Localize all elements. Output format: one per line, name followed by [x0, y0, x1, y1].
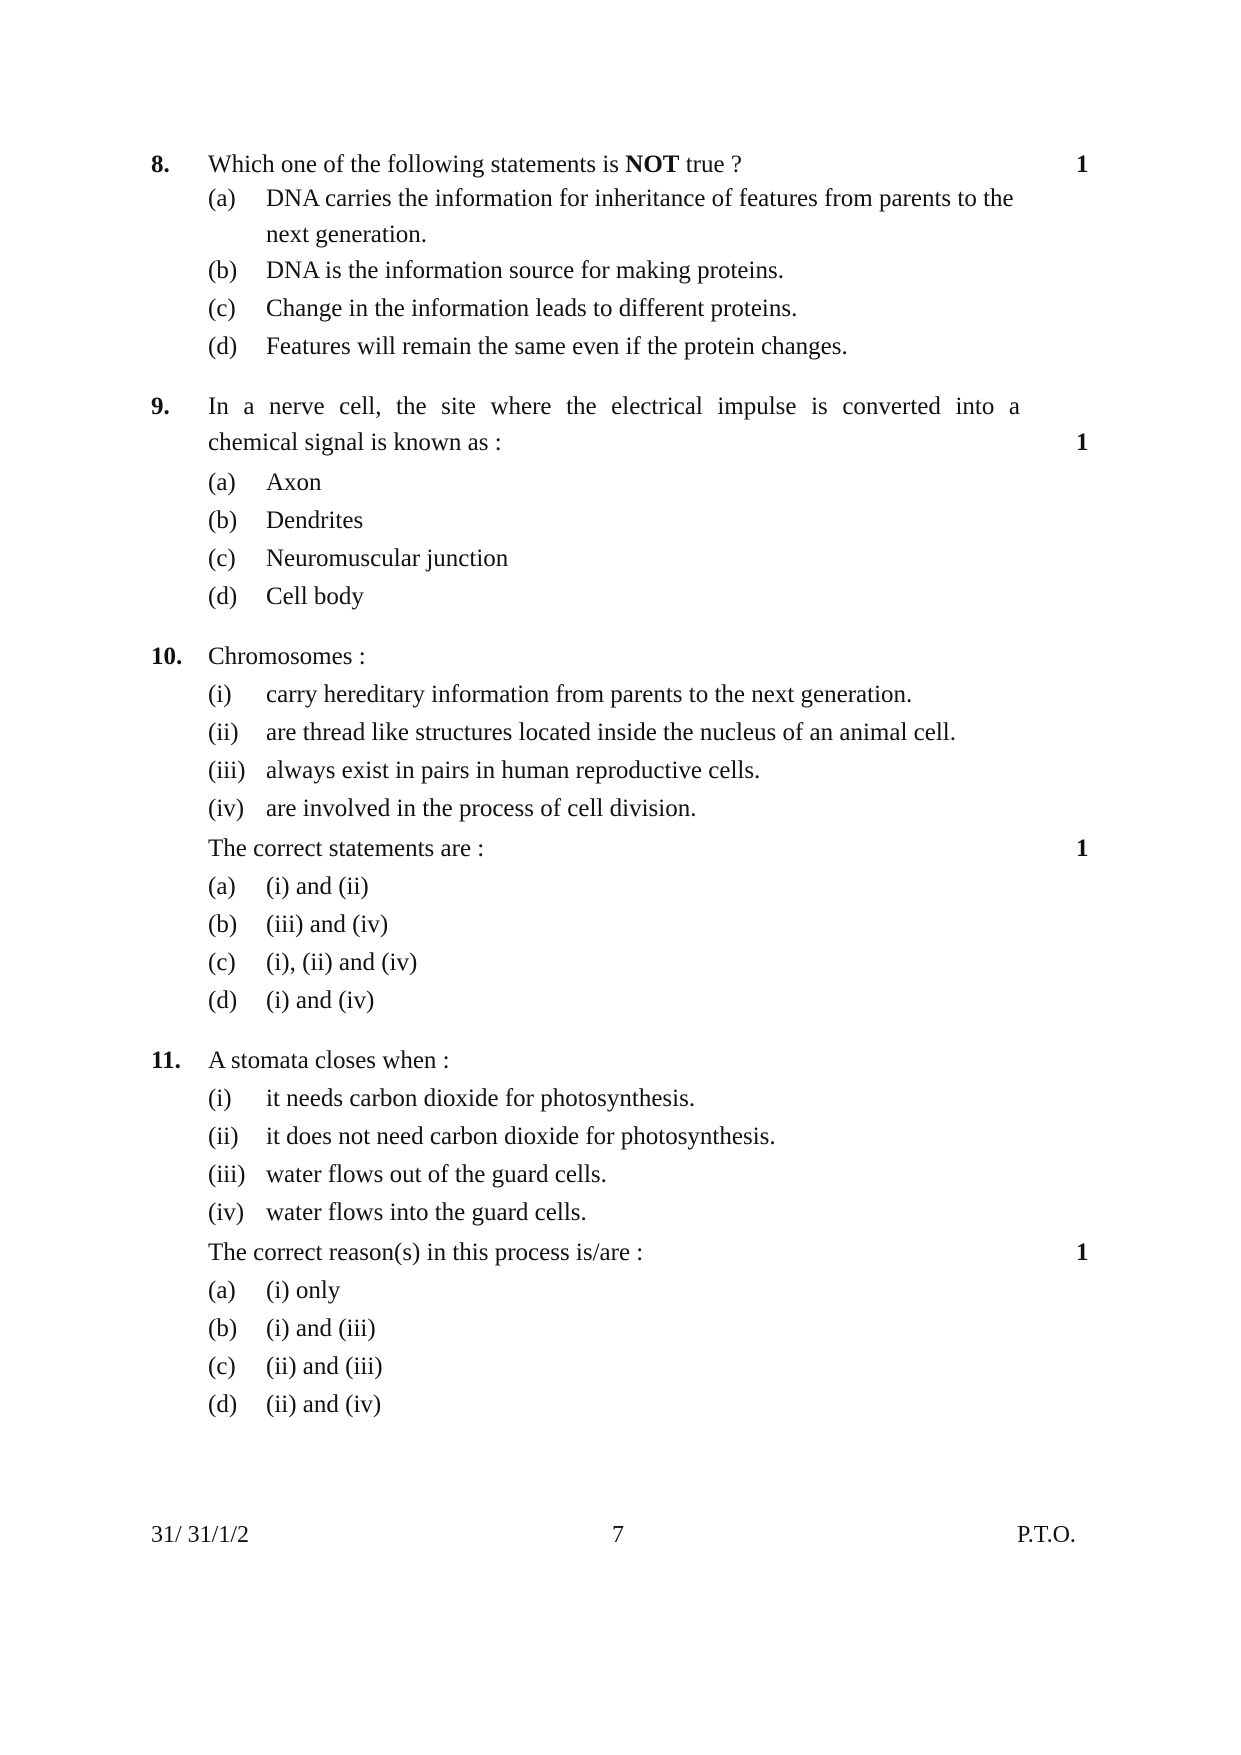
option-text: DNA is the information source for making proteins.	[266, 257, 784, 284]
statement-label: (ii)	[208, 1123, 239, 1150]
statement-text: water flows into the guard cells.	[266, 1199, 587, 1226]
option-label: (b)	[208, 1315, 238, 1342]
question-prompt: The correct reason(s) in this process is/are :	[208, 1239, 644, 1266]
statement-label: (i)	[208, 1085, 232, 1112]
question-stem-line-1: In a nerve cell, the site where the electrical impulse is converted into a	[208, 393, 1020, 420]
option-text: (i) and (iv)	[266, 987, 375, 1014]
option-text: DNA carries the information for inheritance of features from parents to the next generation.	[266, 185, 1014, 248]
option-label: (d)	[208, 583, 238, 610]
statement-label: (iii)	[208, 1161, 246, 1188]
option-label: (b)	[208, 257, 238, 284]
option-label: (c)	[208, 295, 236, 322]
option-text: Neuromuscular junction	[266, 545, 509, 572]
statement-text: always exist in pairs in human reproductive cells.	[266, 757, 761, 784]
statement-text: are involved in the process of cell division.	[266, 795, 697, 822]
option-text: (iii) and (iv)	[266, 911, 389, 938]
option-text: (i) only	[266, 1277, 341, 1304]
statement-label: (i)	[208, 681, 232, 708]
statement-text: are thread like structures located inside the nucleus of an animal cell.	[266, 719, 957, 746]
paper-code: 31/ 31/1/2	[151, 1522, 250, 1548]
question-mark: 1	[1076, 151, 1089, 178]
option-text: Axon	[266, 469, 322, 496]
question-mark: 1	[1076, 835, 1089, 862]
question-number: 11.	[151, 1047, 181, 1074]
statement-text: water flows out of the guard cells.	[266, 1161, 607, 1188]
option-text: (i) and (ii)	[266, 873, 369, 900]
question-stem-line-2: chemical signal is known as :	[208, 429, 502, 456]
question-mark: 1	[1076, 429, 1089, 456]
statement-label: (iv)	[208, 795, 245, 822]
option-label: (a)	[208, 469, 236, 496]
option-text: (ii) and (iv)	[266, 1391, 382, 1418]
option-text: Cell body	[266, 583, 364, 610]
question-number: 9.	[151, 393, 170, 420]
option-label: (b)	[208, 911, 238, 938]
question-number: 8.	[151, 151, 170, 178]
question-stem: A stomata closes when :	[208, 1047, 450, 1074]
statement-label: (ii)	[208, 719, 239, 746]
statement-text: carry hereditary information from parents to the next generation.	[266, 681, 913, 708]
option-text: Features will remain the same even if the protein changes.	[266, 333, 848, 360]
option-label: (c)	[208, 1353, 236, 1380]
question-stem: Chromosomes :	[208, 643, 366, 670]
question-stem: Which one of the following statements is NOT true ?	[208, 151, 742, 178]
question-prompt: The correct statements are :	[208, 835, 485, 862]
statement-text: it does not need carbon dioxide for photosynthesis.	[266, 1123, 776, 1150]
statement-label: (iv)	[208, 1199, 245, 1226]
question-mark: 1	[1076, 1239, 1089, 1266]
option-text: (i) and (iii)	[266, 1315, 376, 1342]
option-label: (c)	[208, 949, 236, 976]
option-text: Dendrites	[266, 507, 364, 534]
option-label: (a)	[208, 1277, 236, 1304]
option-label: (c)	[208, 545, 236, 572]
pto-label: P.T.O.	[1017, 1522, 1076, 1548]
option-label: (d)	[208, 1391, 238, 1418]
statement-label: (iii)	[208, 757, 246, 784]
option-text: (ii) and (iii)	[266, 1353, 383, 1380]
question-number: 10.	[151, 643, 183, 670]
option-label: (a)	[208, 185, 236, 212]
option-text: Change in the information leads to different proteins.	[266, 295, 798, 322]
statement-text: it needs carbon dioxide for photosynthesis.	[266, 1085, 696, 1112]
emphasis-not: NOT	[625, 151, 680, 178]
option-label: (b)	[208, 507, 238, 534]
page-number: 7	[612, 1522, 624, 1548]
option-label: (a)	[208, 873, 236, 900]
option-label: (d)	[208, 333, 238, 360]
option-text: (i), (ii) and (iv)	[266, 949, 418, 976]
option-label: (d)	[208, 987, 238, 1014]
